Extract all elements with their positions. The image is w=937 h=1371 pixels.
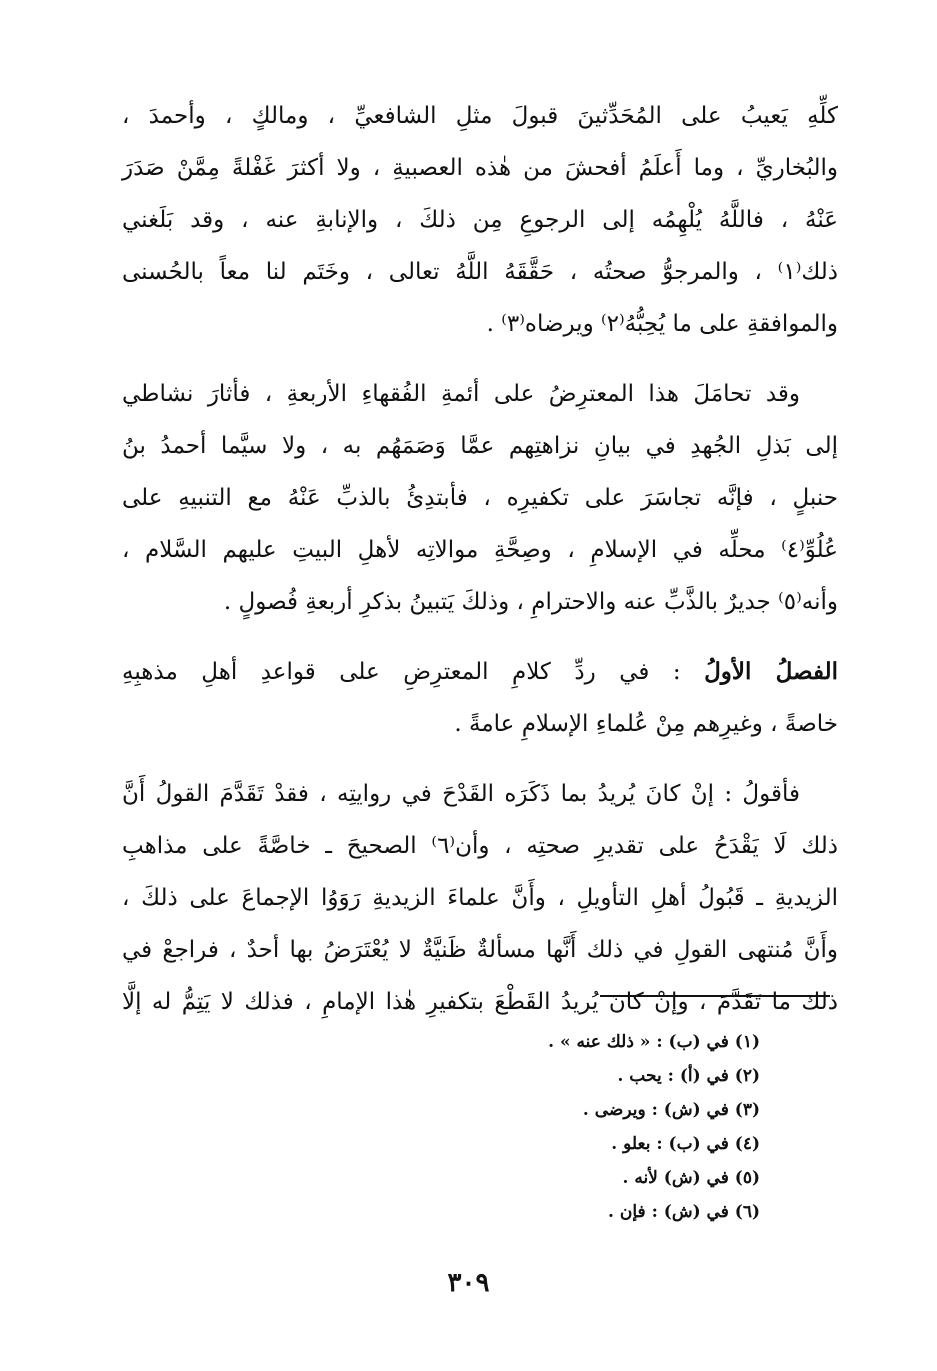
footnote: (١) في (ب) : « ذلك عنه » . xyxy=(548,1032,760,1052)
text-line: وأَنَّ مُنتهى القولِ في ذلك أَنَّها مسألةٌ ظَنيَّةٌ لا يُعْتَرَضُ بها أحدٌ ، فراجعْ في xyxy=(122,937,838,963)
text-line: والبُخاريِّ ، وما أَعلَمُ أفحشَ من هٰذه العصبيةِ ، ولا أكثرَ غَفْلةً مِمَّنْ صَدَرَ xyxy=(122,155,838,181)
paragraph-3 xyxy=(122,646,838,750)
text-line: ذلك ما تَقَدَّمَ ، وإنْ كانَ يُريدُ القَطْعَ بتكفيرِ هٰذا الإمامِ ، فذلك لا يَتِمُّ له إلَّا xyxy=(122,989,838,1015)
footnote: (٣) في (ش) : ويرضى . xyxy=(582,1100,760,1120)
footnote: (٦) في (ش) : فإن . xyxy=(608,1202,760,1222)
text-line: عُلُوِّ⁽٤⁾ محلِّه في الإسلامِ ، وصِحَّةِ موالاتِه لأهلِ البيتِ عليهم السَّلام ، xyxy=(122,537,838,563)
heading-continuation: : في ردِّ كلامِ المعترِضِ على قواعدِ أهلِ مذهبِهِ xyxy=(122,659,705,685)
section-heading: الفصلُ الأولُ xyxy=(704,658,838,685)
text-line: ذلك⁽١⁾ ، والمرجوُّ صحتُه ، حَقَّقَهُ اللَّهُ تعالى ، وخَتَم لنا معاً بالحُسنى xyxy=(122,259,838,285)
text-line: وقد تحامَلَ هذا المعترِضُ على أئمةِ الفُقهاءِ الأربعةِ ، فأثارَ نشاطي xyxy=(122,381,800,407)
main-text xyxy=(122,90,838,1028)
text-line: كلِّهِ يَعيبُ على المُحَدِّثينَ قبولَ مثلِ الشافعيِّ ، ومالكٍ ، وأحمدَ ، xyxy=(122,103,838,129)
paragraph-1 xyxy=(122,90,838,350)
paragraph-gap xyxy=(122,628,838,646)
text-line: عَنْهُ ، فاللَّهُ يُلْهِمُه إلى الرجوعِ مِن ذلكَ ، والإنابةِ عنه ، وقد بَلَغني xyxy=(122,207,838,233)
text-line: والموافقةِ على ما يُحِبُّهُ⁽٢⁾ ويرضاه⁽٣⁾ . xyxy=(486,311,838,337)
page-number: ٣٠٩ xyxy=(447,1268,490,1298)
text-line: وأنه⁽٥⁾ جديرٌ بالذَّبِّ عنه والاحترامِ ، وذلكَ يَتبينُ بذكرِ أربعةِ فُصولٍ . xyxy=(223,589,838,615)
paragraph-gap xyxy=(122,750,838,768)
text-line: فأقولُ : إنْ كانَ يُريدُ بما ذَكَرَه القَدْحَ في روايتِه ، فقدْ تَقَدَّمَ القولُ أَنَّ xyxy=(122,781,800,807)
text-line xyxy=(122,646,838,698)
footnote: (٢) في (أ) : يحب . xyxy=(617,1066,760,1086)
footnote-divider xyxy=(600,995,830,997)
paragraph-4 xyxy=(122,768,838,1028)
footnote: (٥) في (ش) لأنه . xyxy=(622,1168,760,1188)
footnote: (٤) في (ب) : بعلو . xyxy=(611,1134,760,1154)
text-line: حنبلٍ ، فإنَّه تجاسَرَ على تكفيرِه ، فأبتدِئُ بالذبِّ عَنْهُ مع التنبيهِ على xyxy=(122,485,838,511)
paragraph-gap xyxy=(122,350,838,368)
text-line: ذلك لَا يَقْدَحُ على تقديرِ صحتِه ، وأن⁽٦⁾ الصحيحَ ـ خاصَّةً على مذاهبِ xyxy=(122,833,838,859)
text-line: الزيديةِ ـ قَبُولُ أهلِ التأويلِ ، وأَنَّ علماءَ الزيديةِ رَوَوُا الإجماعَ على ذلكَ ، xyxy=(122,885,838,911)
text-line: إلى بَذلِ الجُهدِ في بيانِ نزاهتِهم عمَّا وَصَمَهُم به ، ولا سيَّما أحمدُ بنُ xyxy=(122,433,838,459)
text-line: خاصةً ، وغيرِهم مِنْ عُلماءِ الإسلامِ عامةً . xyxy=(454,711,838,737)
footnotes xyxy=(480,1025,760,1229)
paragraph-2 xyxy=(122,368,838,628)
